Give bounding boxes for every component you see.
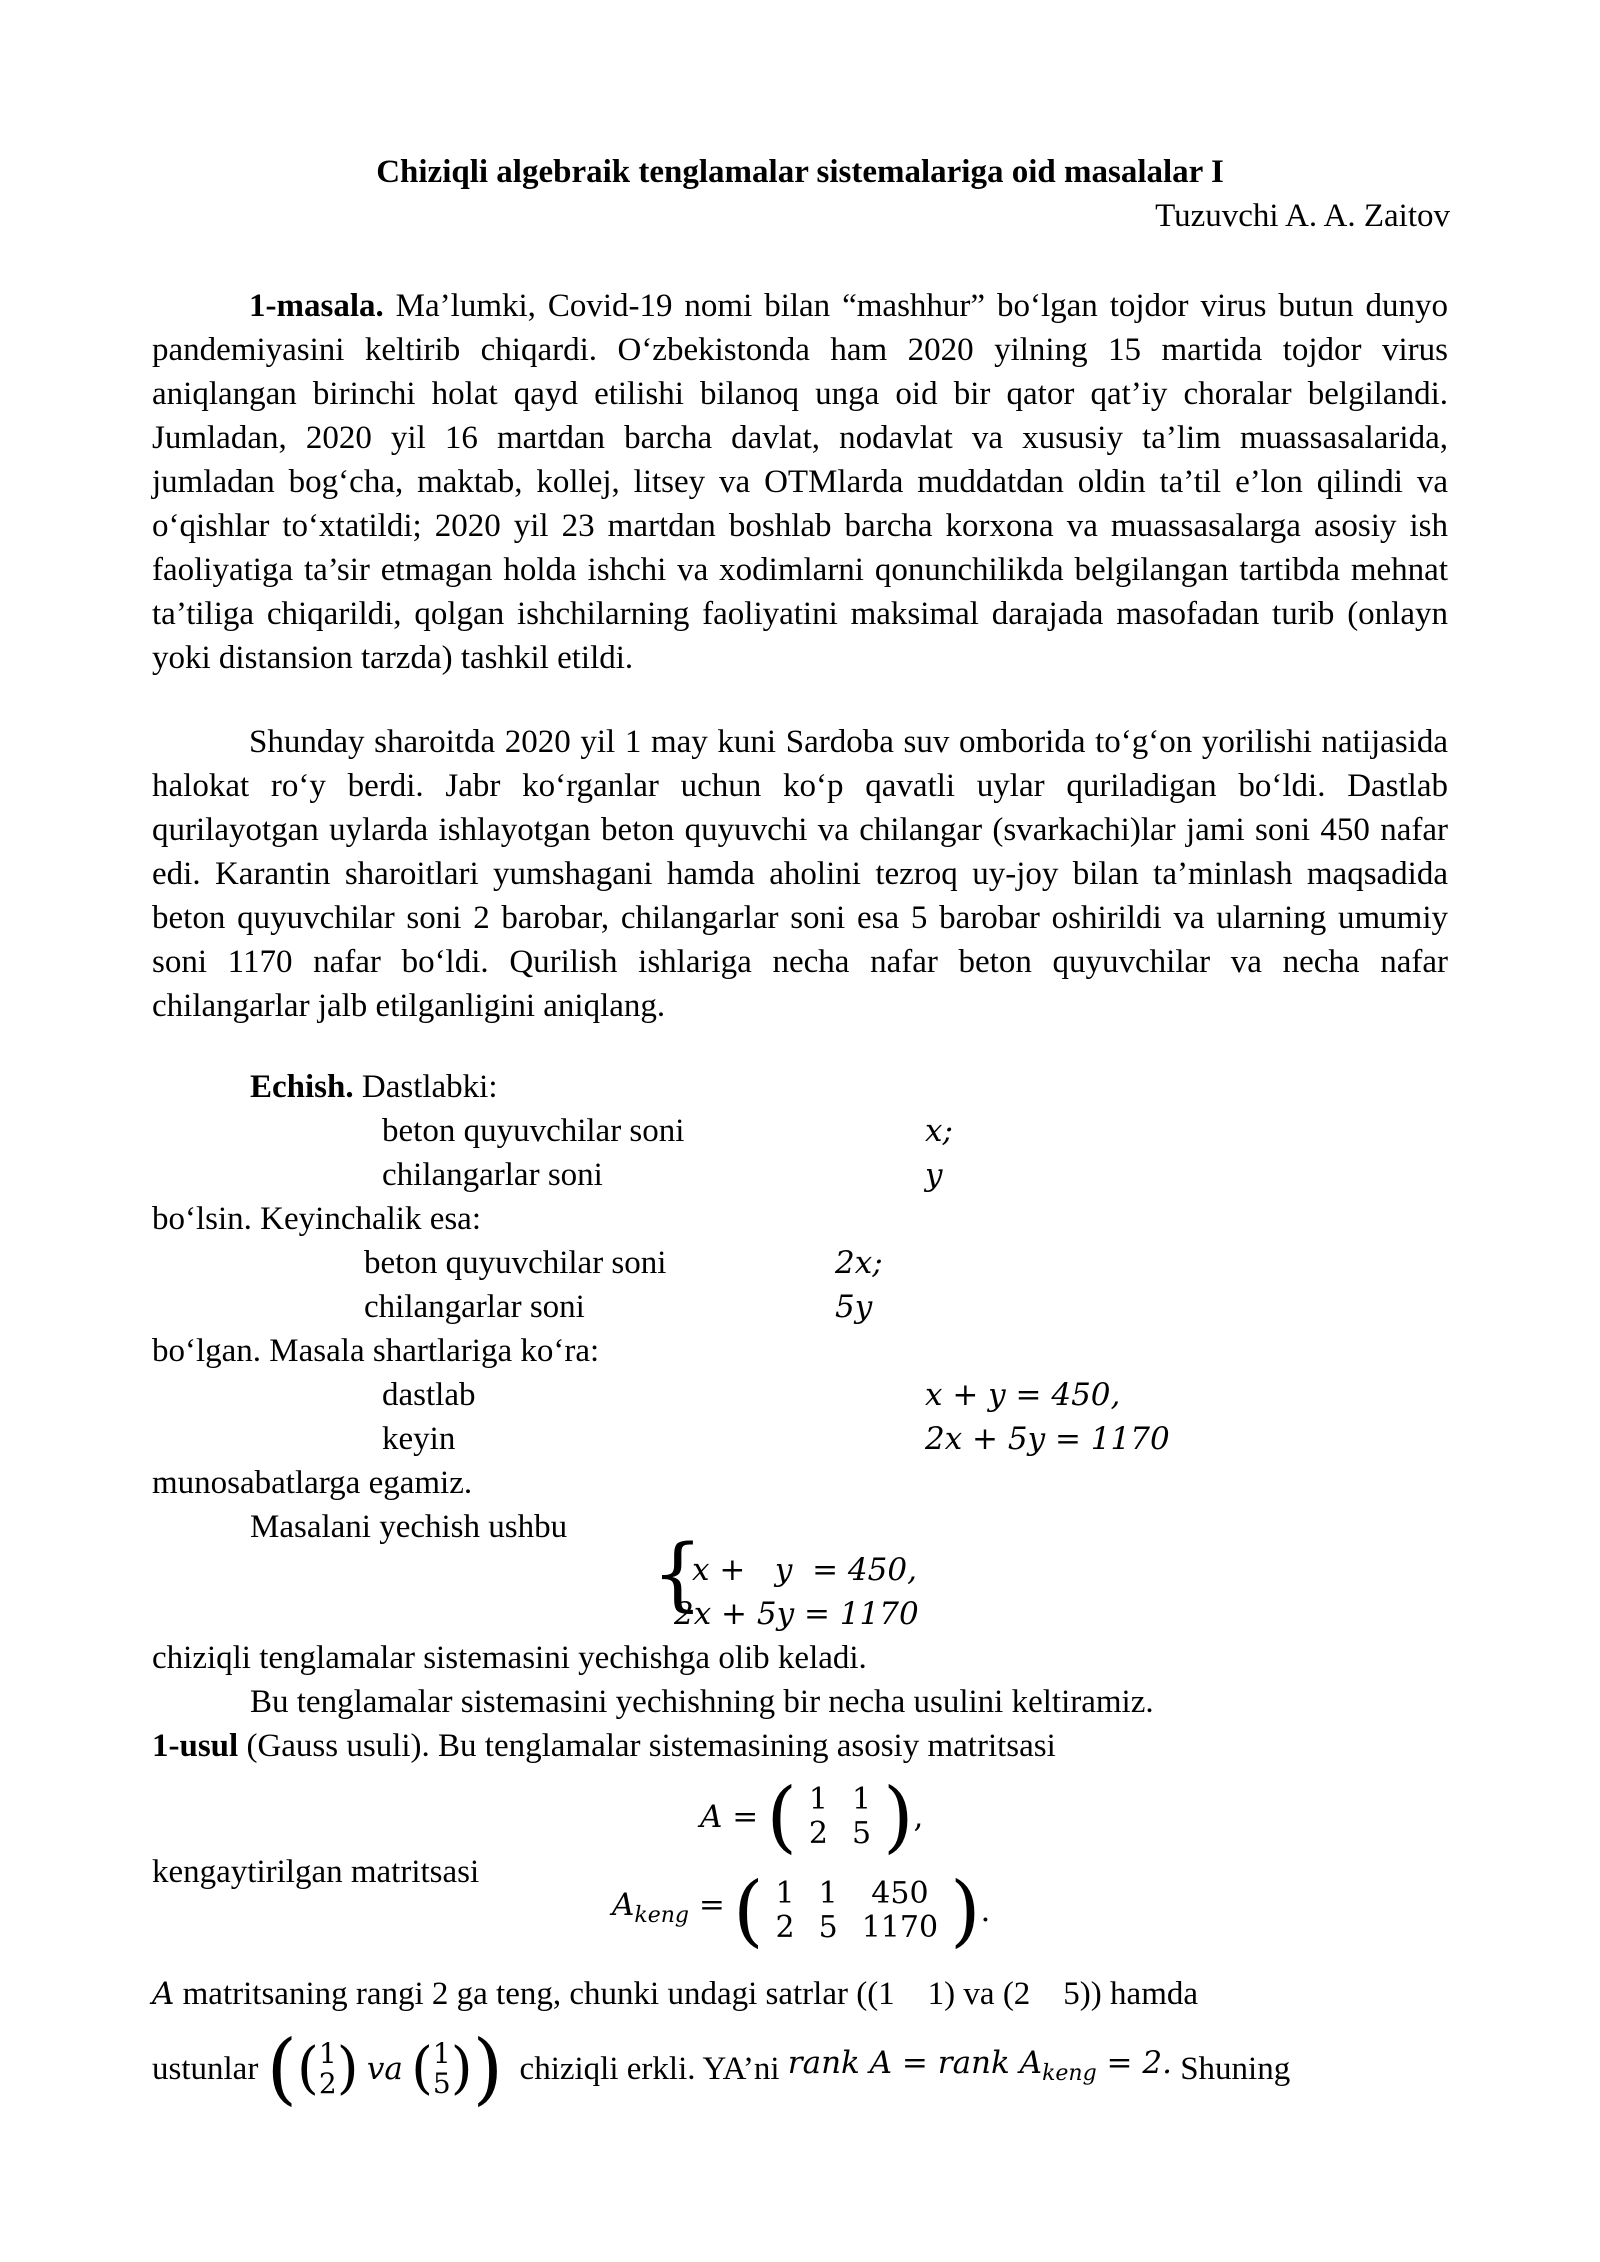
method-1-text: (Gauss usuli). Bu tenglamalar sistemasining asosiy matritsasi <box>238 1728 1056 1764</box>
condition-2-equation: 2x + 5y = 1170 <box>925 1421 1170 1457</box>
var-row-1-label: beton quyuvchilar soni <box>382 1113 685 1149</box>
matrix-a-cell: 1 <box>852 1782 872 1817</box>
rank-expression: rank A = rank $A_{keng} = 2$. <box>787 2045 1172 2087</box>
page-title: Chiziqli algebraik tenglamalar sistemalariga oid masalalar I <box>376 154 1224 190</box>
var-row-2-label: chilangarlar soni <box>382 1157 603 1193</box>
matrix-ext-cell: 1 <box>818 1876 838 1911</box>
var-row-4-value: 5y <box>835 1289 873 1325</box>
matrix-a-cell: 5 <box>852 1816 872 1851</box>
left-paren-icon: ( <box>733 1866 764 1956</box>
problem-paragraph-1 <box>152 284 1448 680</box>
rank-line-2 <box>152 2024 1291 2114</box>
matrix-ext-subscript: keng <box>634 1903 689 1929</box>
after-3: munosabatlarga egamiz. <box>152 1465 473 1501</box>
after-2: bo‘lgan. Masala shartlariga ko‘ra: <box>152 1333 600 1369</box>
rank-line-1-text: matritsaning rangi 2 ga teng, chunki undagi satrlar ((1 1) va (2 5)) hamda <box>174 1976 1199 2012</box>
matrix-a-block <box>700 1772 924 1862</box>
left-paren-icon: ( <box>766 1772 797 1862</box>
problem-label: 1-masala. <box>249 288 384 324</box>
condition-1-equation: x + y = 450, <box>925 1377 1121 1413</box>
matrix-ext-block <box>612 1866 991 1956</box>
right-paren-icon: ) <box>883 1772 914 1862</box>
matrix-ext-period: . <box>980 1893 991 1929</box>
methods-intro: Bu tenglamalar sistemasini yechishning bir necha usulini keltiramiz. <box>250 1684 1154 1720</box>
condition-2-label: keyin <box>382 1421 456 1457</box>
left-paren-icon: ( <box>411 2036 433 2101</box>
author-line: Tuzuvchi A. A. Zaitov <box>1155 198 1450 234</box>
va-word: va <box>366 2051 403 2087</box>
matrix-ext-cell: 1 <box>775 1876 795 1911</box>
rank-line-1 <box>152 1972 1448 2016</box>
matrix-ext-name: $A_{keng}$ = <box>612 1887 725 1929</box>
extended-label: kengaytirilgan matritsasi <box>152 1854 480 1890</box>
left-brace-icon: { <box>652 1527 703 1620</box>
system-after: chiziqli tenglamalar sistemasini yechishga olib keladi. <box>152 1640 867 1676</box>
columns-word: ustunlar <box>152 2051 259 2087</box>
matrix-ext-cell: 450 <box>871 1876 929 1911</box>
var-row-1-value: x; <box>925 1113 953 1149</box>
rank-line-2-end: Shuning <box>1171 2051 1291 2087</box>
var-row-4-label: chilangarlar soni <box>364 1289 585 1325</box>
column-vector-2: 1 5 <box>432 2037 451 2100</box>
var-row-3-label: beton quyuvchilar soni <box>364 1245 667 1281</box>
system-line-2: 2x + 5y = 1170 <box>674 1596 919 1632</box>
left-paren-icon: ( <box>266 2024 298 2114</box>
right-paren-icon: ) <box>336 2036 359 2101</box>
right-paren-icon: ) <box>472 2024 504 2114</box>
matrix-a-comma: , <box>913 1799 924 1835</box>
condition-1-label: dastlab <box>382 1377 476 1413</box>
matrix-a-name: A = <box>700 1799 759 1835</box>
system-line-1: x + y = 450, <box>692 1552 917 1588</box>
right-paren-icon: ) <box>950 1866 981 1956</box>
var-row-3-value: 2x; <box>835 1245 883 1281</box>
matrix-ext-cell: 2 <box>775 1910 795 1945</box>
method-1-label: 1-usul <box>152 1728 239 1764</box>
column-vector-1: 1 2 <box>318 2037 337 2100</box>
var-row-2-value: y <box>925 1157 943 1193</box>
problem-text-1: Ma’lumki, Covid-19 nomi bilan “mashhur” bo‘lgan tojdor virus butun dunyo pandemiyasini keltirib chiqardi. O‘zbekistonda ham 2020 yilning 15 martida tojdor virus aniqlangan birinchi holat qayd etilishi bilanoq unga oid bir qator qat’iy choralar belgilandi. Jumladan, 2020 yil 16 martdan barcha davlat, nodavlat va xususiy ta’lim muassasalarida, jumladan bog‘cha, maktab, kollej, litsey va OTMlarda muddatdan oldin ta’til e’lon qilindi va o‘qishlar to‘xtatildi; 2020 yil 23 martdan boshlab barcha korxona va muassasalarga asosiy ish faoliyatiga ta’sir etmagan holda ishchi va xodimlarni qonunchilikda belgilangan tartibda mehnat ta’tiliga chiqarildi, qolgan ishchilarning faoliyatini maksimal darajada masofadan turib (onlayn yoki distansion tarzda) tashkil etildi. <box>152 288 1448 676</box>
matrix-a-cell: 1 <box>808 1782 828 1817</box>
method-1-heading <box>152 1724 1056 1768</box>
solution-heading <box>250 1065 498 1109</box>
matrix-ext <box>764 1877 951 1945</box>
solution-intro: Dastlabki: <box>353 1069 498 1105</box>
after-1: bo‘lsin. Keyinchalik esa: <box>152 1201 482 1237</box>
matrix-a-cell: 2 <box>808 1816 828 1851</box>
matrix-symbol-a: A <box>152 1976 175 2012</box>
matrix-a <box>797 1783 883 1851</box>
rank-line-2-text: chiziqli erkli. YA’ni <box>511 2051 788 2087</box>
problem-paragraph-2 <box>152 720 1448 1028</box>
system-intro: Masalani yechish ushbu <box>250 1509 568 1545</box>
right-paren-icon: ) <box>450 2036 473 2101</box>
left-paren-icon: ( <box>297 2036 319 2101</box>
matrix-ext-cell: 1170 <box>861 1910 939 1945</box>
matrix-ext-cell: 5 <box>818 1910 838 1945</box>
solution-label: Echish. <box>250 1069 354 1105</box>
problem-text-2: Shunday sharoitda 2020 yil 1 may kuni Sardoba suv omborida to‘g‘on yorilishi natijasida halokat ro‘y berdi. Jabr ko‘rganlar uchun ko‘p qavatli uylar quriladigan bo‘ldi. Dastlab qurilayotgan uylarda ishlayotgan beton quyuvchi va chilangar (svarkachi)lar jami soni 450 nafar edi. Karantin sharoitlari yumshagani hamda aholini tezroq uy-joy bilan ta’minlash maqsadida beton quyuvchilar soni 2 barobar, chilangarlar soni esa 5 barobar oshirildi va ularning umumiy soni 1170 nafar bo‘ldi. Qurilish ishlariga necha nafar beton quyuvchilar va necha nafar chilangarlar jalb etilganligini aniqlang. <box>152 724 1448 1024</box>
